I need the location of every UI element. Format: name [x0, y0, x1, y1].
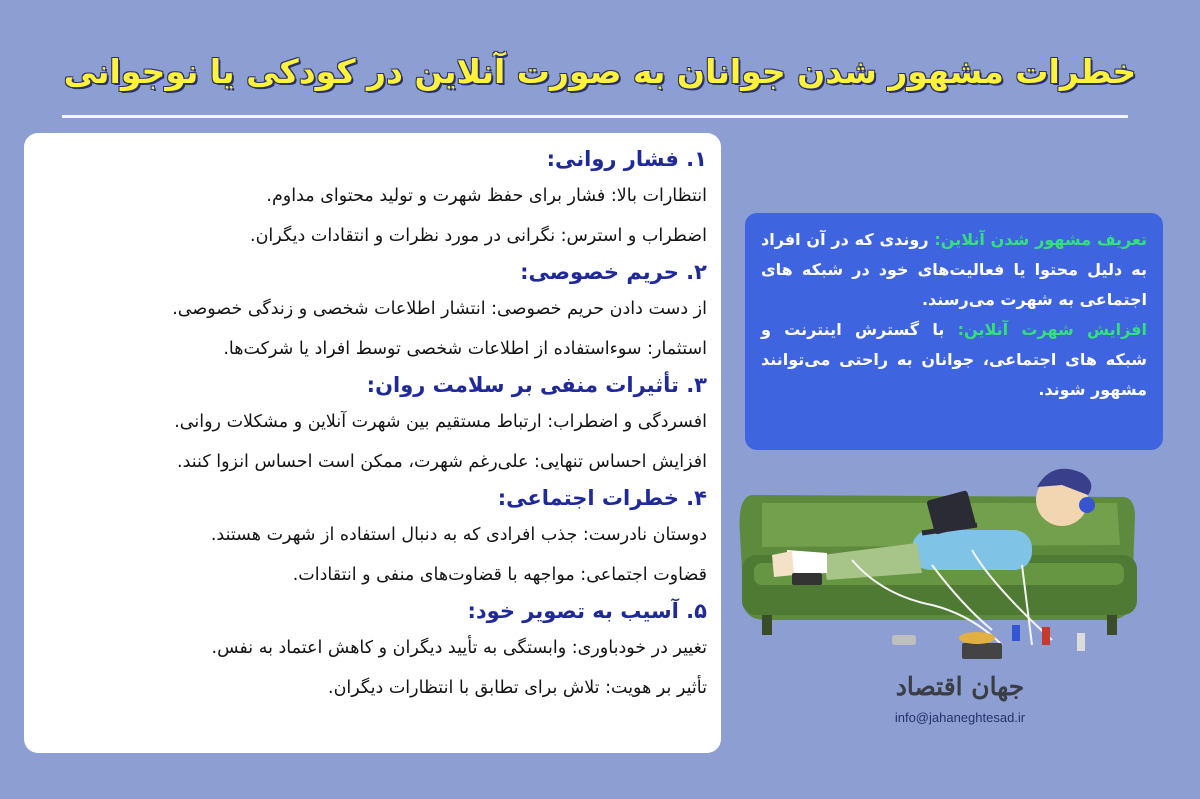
section-privacy: [38, 256, 707, 369]
section-mental-health: [38, 369, 707, 482]
section-social-risks: [38, 482, 707, 595]
section-line: تأثیر بر هویت: تلاش برای تطابق با انتظارات دیگران.: [328, 678, 707, 698]
risks-card: [24, 133, 721, 753]
section-self-image: [38, 595, 707, 708]
growth-text: با گسترش اینترنت و شبکه های اجتماعی، جوانان به راحتی می‌توانند مشهور شوند.: [761, 320, 1147, 399]
section-heading: ۲. حریم خصوصی:: [520, 260, 707, 284]
definition-box: [745, 213, 1163, 450]
definition-text: روندی که در آن افراد به دلیل محتوا یا فعالیت‌های خود در شبکه های اجتماعی به شهرت می‌رسند.: [761, 230, 1147, 309]
section-line: اضطراب و استرس: نگرانی در مورد نظرات و انتقادات دیگران.: [250, 226, 707, 246]
section-heading: ۵. آسیب به تصویر خود:: [467, 599, 707, 623]
section-heading: ۱. فشار روانی:: [546, 147, 707, 171]
section-line: تغییر در خودباوری: وابستگی به تأیید دیگران و کاهش اعتماد به نفس.: [211, 638, 707, 658]
section-line: قضاوت اجتماعی: مواجهه با قضاوت‌های منفی و انتقادات.: [292, 565, 707, 585]
growth-term: افزایش شهرت آنلاین:: [957, 320, 1147, 339]
section-line: استثمار: سوءاستفاده از اطلاعات شخصی توسط افراد یا شرکت‌ها.: [223, 339, 707, 359]
section-line: انتظارات بالا: فشار برای حفظ شهرت و تولید محتوای مداوم.: [266, 186, 707, 206]
section-psychological-pressure: [38, 143, 707, 256]
page-title: خطرات مشهور شدن جوانان به صورت آنلاین در کودکی یا نوجوانی: [63, 52, 1137, 91]
definition-term: تعریف مشهور شدن آنلاین:: [934, 230, 1147, 249]
section-line: دوستان نادرست: جذب افرادی که به دنبال استفاده از شهرت هستند.: [210, 525, 707, 545]
brand-logo: جهان اقتصاد: [895, 672, 1025, 701]
section-line: از دست دادن حریم خصوصی: انتشار اطلاعات شخصی و زندگی خصوصی.: [172, 299, 707, 319]
title-divider: [62, 115, 1128, 118]
brand-email: info@jahaneghtesad.ir: [894, 710, 1026, 725]
section-line: افزایش احساس تنهایی: علی‌رغم شهرت، ممکن است احساس انزوا کنند.: [177, 452, 707, 472]
section-line: افسردگی و اضطراب: ارتباط مستقیم بین شهرت آنلاین و مشکلات روانی.: [174, 412, 707, 432]
section-heading: ۴. خطرات اجتماعی:: [497, 486, 707, 510]
teen-on-couch-illustration: [732, 455, 1142, 670]
section-heading: ۳. تأثیرات منفی بر سلامت روان:: [366, 373, 707, 397]
